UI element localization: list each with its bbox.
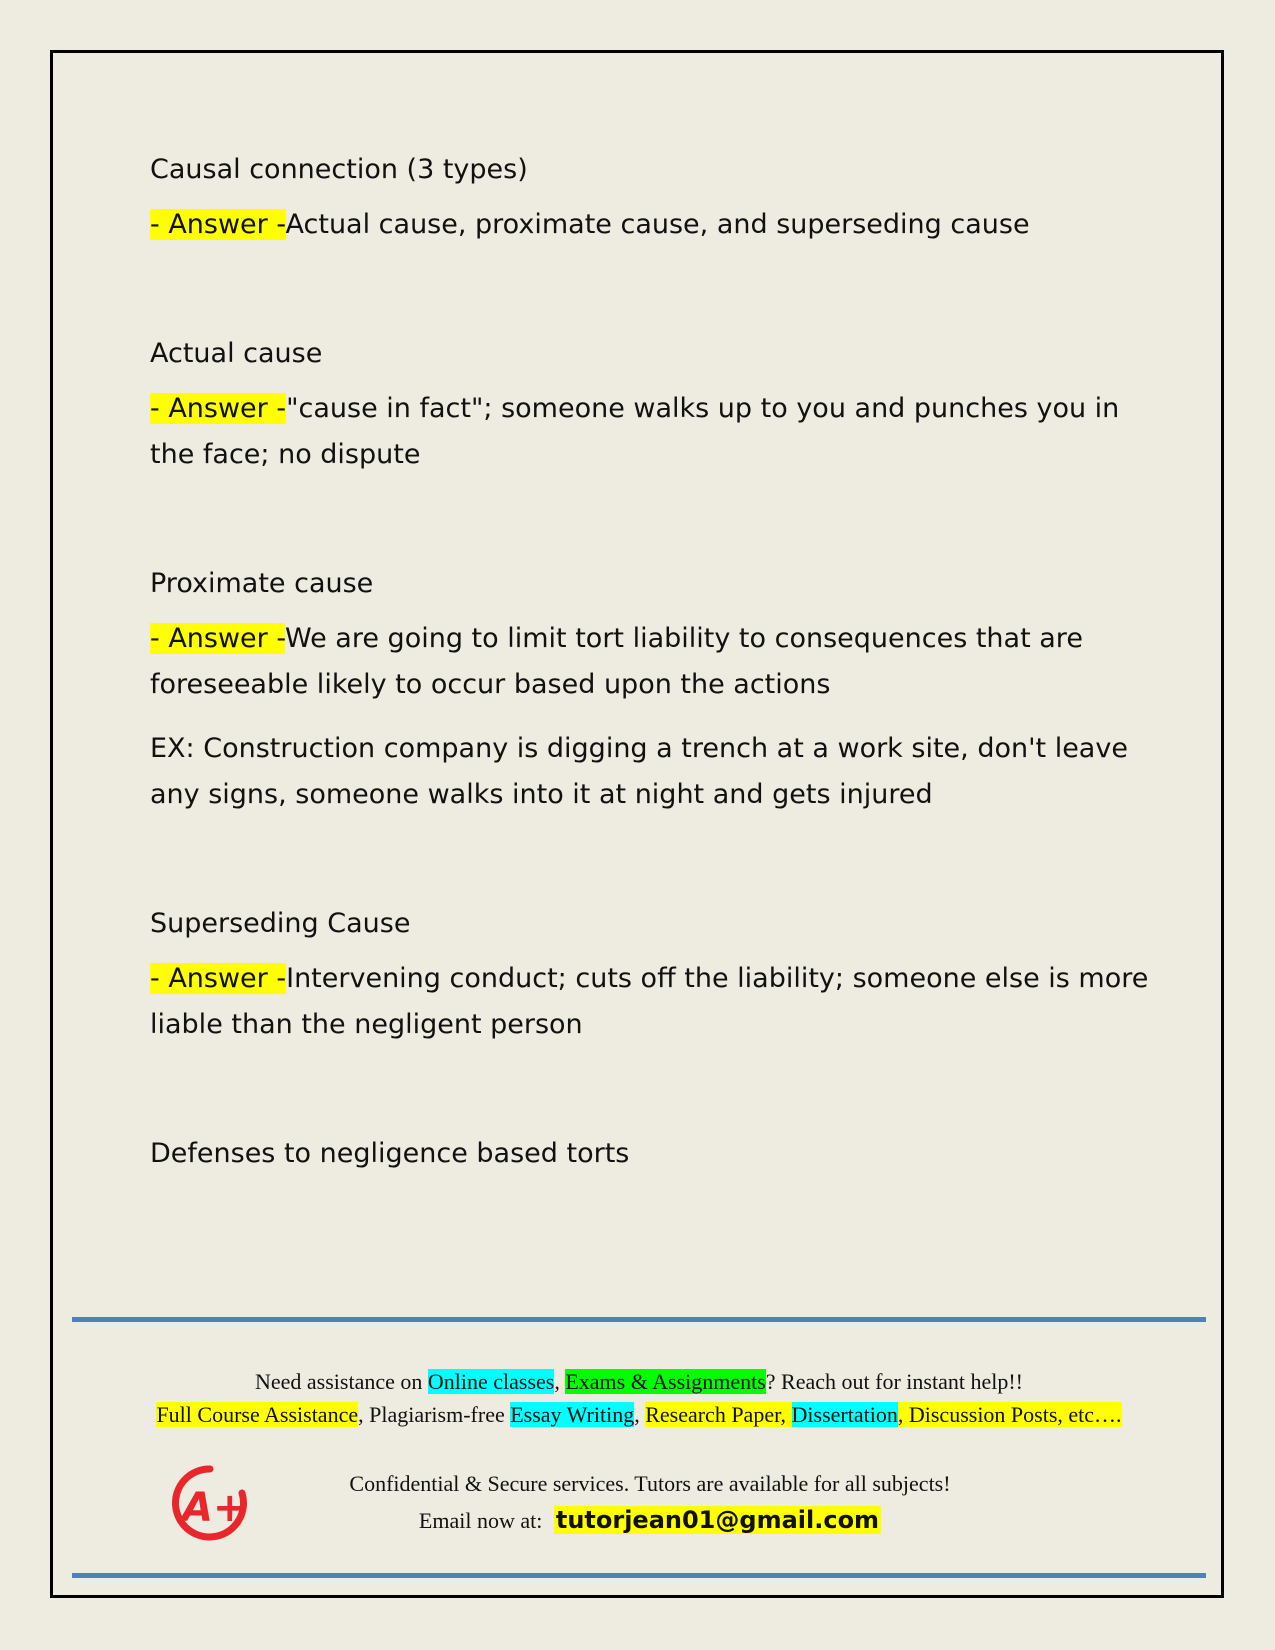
exams-highlight: Exams & Assignments — [565, 1369, 766, 1394]
answer-label: - Answer - — [150, 623, 285, 654]
answer-body: "cause in fact"; someone walks up to you and punches you in the face; no dispute — [150, 393, 1120, 470]
qa-block — [150, 150, 1150, 248]
qa-block — [150, 334, 1150, 478]
footer-text: , — [554, 1369, 566, 1394]
qa-block — [150, 904, 1150, 1048]
answer-label: - Answer - — [150, 209, 286, 240]
email-link[interactable]: tutorjean01@gmail.com — [555, 1506, 880, 1534]
a-plus-logo-icon — [170, 1463, 250, 1543]
answer-body: Actual cause, proximate cause, and superseding cause — [285, 209, 1030, 240]
document-body — [150, 130, 1150, 1186]
logo-lettering: A+ — [182, 1485, 247, 1531]
footer-bottom-rule — [72, 1573, 1206, 1578]
answer-label: - Answer - — [150, 963, 287, 994]
footer-line-3: Confidential & Secure services. Tutors are available for all subjects! — [349, 1471, 951, 1496]
question-title: Causal connection (3 types) — [150, 154, 528, 185]
full-course-highlight: Full Course Assistance — [156, 1402, 359, 1427]
answer-text — [150, 616, 1150, 708]
answer-body: We are going to limit tort liability to consequences that are foreseeable likely to occur based upon the actions — [150, 623, 1083, 700]
answer-text — [150, 202, 1150, 248]
footer-top-rule — [72, 1317, 1206, 1322]
question-title: Actual cause — [150, 338, 323, 369]
footer-contact — [250, 1465, 1050, 1539]
footer-text: , Plagiarism-free — [358, 1402, 511, 1427]
question-title: Superseding Cause — [150, 908, 411, 939]
essay-highlight: Essay Writing — [510, 1402, 635, 1427]
footer-text: Need assistance on — [254, 1369, 428, 1394]
footer-text: ? Reach out for instant help!! — [765, 1369, 1023, 1394]
email-label: Email now at: — [418, 1508, 548, 1533]
question-title: Proximate cause — [150, 568, 374, 599]
qa-block — [150, 1134, 1150, 1174]
research-highlight: Research Paper, — [645, 1402, 792, 1427]
footer-line-1 — [72, 1365, 1206, 1398]
answer-label: - Answer - — [150, 393, 287, 424]
footer-text: , — [634, 1402, 646, 1427]
answer-text — [150, 386, 1150, 478]
footer-ad — [72, 1365, 1206, 1431]
footer-text: , — [897, 1402, 909, 1427]
online-classes-highlight: Online classes — [427, 1369, 555, 1394]
example-text: EX: Construction company is digging a trench at a work site, don't leave any signs, someone walks into it at night and gets injured — [150, 733, 1128, 810]
footer-line-2 — [72, 1398, 1206, 1431]
answer-body: Intervening conduct; cuts off the liability; someone else is more liable than the negligent person — [150, 963, 1149, 1040]
question-title: Defenses to negligence based torts — [150, 1138, 630, 1169]
discussion-highlight: Discussion Posts, etc…. — [908, 1402, 1122, 1427]
qa-block — [150, 564, 1150, 818]
dissertation-highlight: Dissertation — [791, 1402, 898, 1427]
footer-email-line — [250, 1502, 1050, 1539]
answer-text — [150, 956, 1150, 1048]
